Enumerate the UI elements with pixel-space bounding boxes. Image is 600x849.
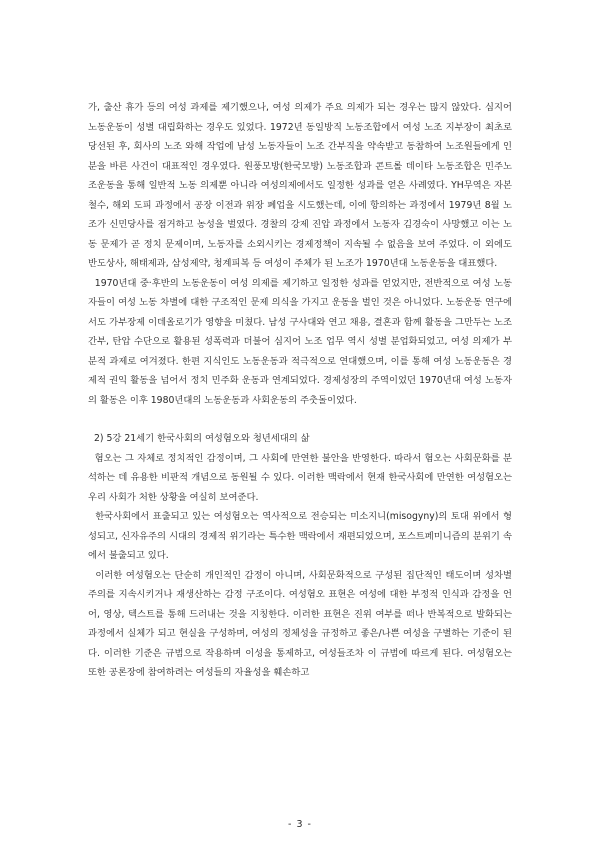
- page-number: - 3 -: [288, 819, 312, 830]
- paragraph-1970s-labor-movement: 1970년대 중·후반의 노동운동이 여성 의제를 제기하고 일정한 성과를 얻었지만, 전반적으로 여성 노동자들이 여성 노동 차별에 대한 구조적인 문제 의식을 가지고 운동을 벌인 것은 아니었다. 노동운동 연구에서도 가부장제 이데올로기가 영향을 미쳤다. 남성 구사대와 연고 채용, 결혼과 함께 활동을 그만두는 노조 간부, 탄압 수단으로 활용된 성폭력과 더불어 심지어 노조 업무 역시 성별 분업화되었고, 여성 의제가 부분적 과제로 여겨졌다. 한편 지식인도 노동운동과 적극적으로 연대했으며, 이를 통해 여성 노동운동은 경제적 권익 활동을 넘어서 정치 민주화 운동과 연계되었다. 경제성장의 주역이었던 1970년대 여성 노동자의 활동은 이후 1980년대의 노동운동과 사회운동의 주춧돌이었다.: [88, 277, 515, 406]
- paragraph-misogyny-structure: 이러한 여성혐오는 단순히 개인적인 감정이 아니며, 사회문화적으로 구성된 집단적인 태도이며 성차별주의를 지속시키거나 재생산하는 감정 구조이다. 여성혐오 표현은 여성에 대한 부정적 인식과 감정을 언어, 영상, 텍스트를 통해 드러내는 것을 지칭한다. 이러한 표현은 진위 여부를 떠나 반복적으로 발화되는 과정에서 실체가 되고 현실을 구성하며, 여성의 정체성을 규정하고 좋은/나쁜 여성을 구별하는 기준이 된다. 이러한 기준은 규범으로 작용하며 이성을 통제하고, 여성들조차 이 규범에 따르게 된다. 여성혐오는 또한 공론장에 참여하려는 여성들의 자율성을 훼손하고: [88, 569, 515, 678]
- section-heading: 2) 5강 21세기 한국사회의 여성혐오와 청년세대의 삶: [94, 433, 310, 444]
- body-text: [88, 98, 515, 683]
- paragraph-hate-as-political: 혐오는 그 자체로 정치적인 감정이며, 그 사회에 만연한 불안을 반영한다. 따라서 혐오는 사회문화를 분석하는 데 유용한 비판적 개념으로 동원될 수 있다. 이러한 맥락에서 현재 한국사회에 만연한 여성혐오는 우리 사회가 처한 상황을 여실히 보여준다.: [88, 452, 515, 503]
- paragraph-women-labor-issues: 가, 출산 휴가 등의 여성 과제를 제기했으나, 여성 의제가 주요 의제가 되는 경우는 많지 않았다. 심지어 노동운동이 성별 대립화하는 경우도 있었다. 1972년 동일방직 노동조합에서 여성 노조 지부장이 최초로 당선된 후, 회사의 노조 와해 작업에 남성 노동자들이 노조 간부직을 약속받고 동참하여 노조원들에게 인분을 바른 사건이 대표적인 경우였다. 원풍모방(한국모방) 노동조합과 콘트롤 데이타 노동조합은 민주노조운동을 통해 일반적 노동 의제뿐 아니라 여성의제에서도 일정한 성과를 얻은 사례였다. YH무역은 자본 철수, 해외 도피 과정에서 공장 이전과 위장 폐업을 시도했는데, 이에 항의하는 과정에서 1979년 8월 노조가 신민당사를 점거하고 농성을 벌였다. 경찰의 강제 진압 과정에서 노동자 김경숙이 사망했고 이는 노동 문제가 곧 정치 문제이며, 노동자를 소외시키는 경제정책이 지속될 수 없음을 보여 주었다. 이 외에도 반도상사, 해태제과, 삼성제약, 청계피복 등 여성이 주체가 된 노조가 1970년대 노동운동을 대표했다.: [88, 102, 512, 269]
- paragraph-misogyny-context: 한국사회에서 표출되고 있는 여성혐오는 역사적으로 전승되는 미소지니(misogyny)의 토대 위에서 형성되고, 신자유주의 시대의 경제적 위기라는 특수한 맥락에서 재편되었으며, 포스트페미니즘의 분위기 속에서 불출되고 있다.: [88, 511, 512, 561]
- section-spacer: [88, 410, 512, 429]
